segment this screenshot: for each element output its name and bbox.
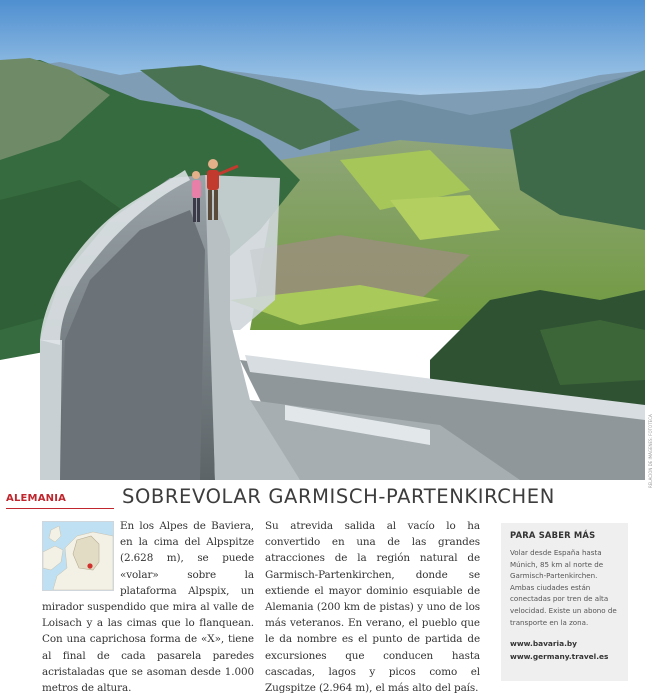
photo-credit: RELACIÓN DE IMÁGENES: FOTOTECA <box>648 414 653 488</box>
bavaria-link[interactable]: www.bavaria.by <box>510 639 577 648</box>
article-headline: SOBREVOLAR GARMISCH-PARTENKIRCHEN <box>122 485 555 508</box>
column-2-text: Su atrevida salida al vacío lo ha convertido en una de las grandes atracciones de la región natural de Garmisch-Partenkirchen, donde se extiende el mayor dominio esquiable de Alemania (200 km de pistas) y uno de los más veteranos. En verano, el pueblo que le da nombre es el punto de partida de excursiones que conducen hasta cascadas, lagos y picos como el Zugspitze (2.964 m), el más alto del país. <box>265 520 480 695</box>
article-column-1 <box>42 518 254 696</box>
column-1-text: En los Alpes de Baviera, en la cima del Alpspitze (2.628 m), se puede «volar» sobre la plataforma Alpspix, un mirador suspendido que mira al valle de Loisach y a las cimas que lo flanquean. Con una caprichosa forma de «X», tiene al final de cada pasarela paredes acristaladas que se asoman desde 1.000 metros de altura. <box>42 520 254 695</box>
info-sidebar <box>501 523 628 681</box>
sidebar-text: Volar desde España hasta Múnich, 85 km al norte de Garmisch-Partenkirchen. Ambas ciudades están conectadas por tren de alta velocidad. Existe un abono de transporte en la zona. <box>510 548 617 627</box>
section-rule <box>6 508 114 509</box>
section-label: ALEMANIA <box>6 493 67 504</box>
article-column-2 <box>265 518 480 696</box>
sidebar-title: PARA SABER MÁS <box>510 530 596 540</box>
germany-travel-link[interactable]: www.germany.travel.es <box>510 652 609 661</box>
